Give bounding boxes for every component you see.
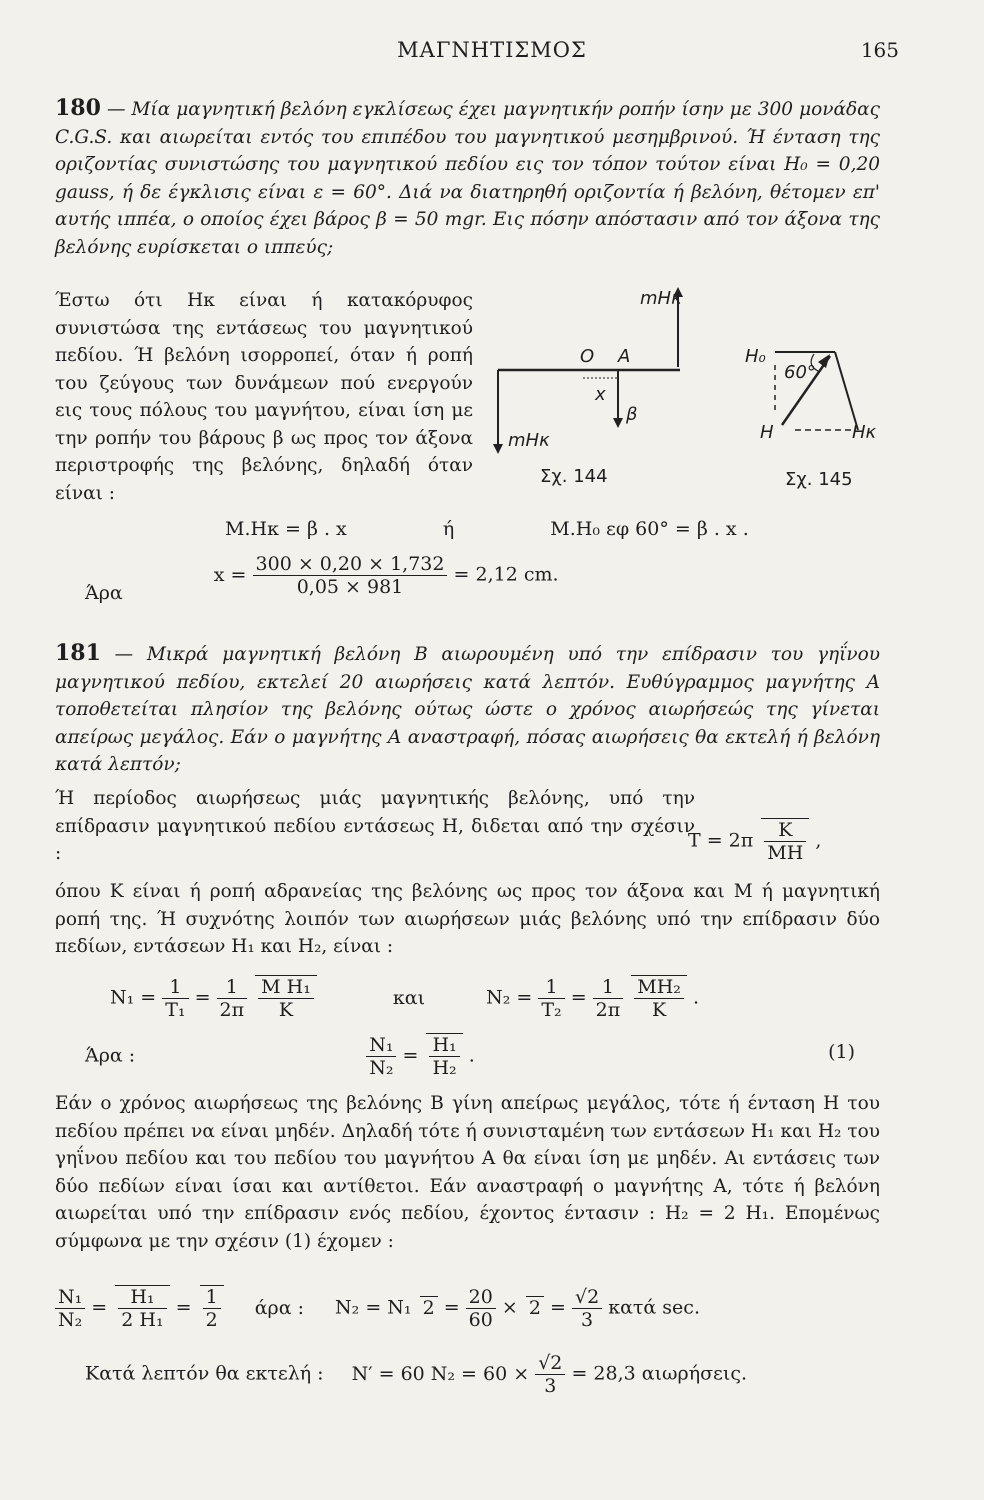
fig145-h-label: H: [760, 422, 774, 443]
problem-180-number: 180: [55, 95, 101, 121]
equation-180-1: [225, 518, 749, 540]
fig144-o-label: O: [580, 346, 595, 367]
frequency-equations: N₁ = $\frac{1}{\text{T₁}}$ = $\frac{1}{2\pi}$ $\frac{\text{M H₁}}{K}$ και N₂ = $\frac{1}{\text{T₂}}$ = $\frac{1}{2\pi}$ $\frac{\text{MH₂}}{K}$ .: [110, 976, 700, 1021]
eq180-2-lhs: x =: [213, 563, 247, 586]
final-ratio-equation: $\frac{\text{N₁}}{\text{N₂}}$ = $\frac{\text{H₁}}{\text{2 H₁}}$ = $\frac{1}{2}$ άρα : N₂ = N₁ 2 = $\frac{20}{60}$ × 2 = $\frac{√2}{3}$ κατά sec.: [55, 1285, 700, 1331]
fig144-caption: Σχ. 144: [540, 466, 608, 487]
problem-181-solution-a: Ή περίοδος αιωρήσεως μιάς μαγνητικής βελόνης, υπό την επίδρασιν μαγνητικού πεδίου εντάσεως H, διδεται από την σχέσιν :: [55, 788, 695, 864]
period-formula: T = 2π $\frac{K}{MH}$ ,: [688, 819, 822, 864]
fig145-right-line: [835, 352, 858, 430]
eq180-2-label: Άρα: [85, 581, 123, 604]
eq180-1-right: M.H₀ εφ 60° = β . x .: [550, 518, 749, 540]
page-number: 165: [860, 38, 899, 62]
problem-181-solution-c: Εάν ο χρόνος αιωρήσεως της βελόνης B γίνη απείρως μεγάλος, τότε ή ένταση H του πεδίου πρέπει να είναι μηδέν. Δηλαδή τότε ή συνισταμένη των εντάσεων H₁ και H₂ του γηΐνου πεδίου και του πεδίου του μαγνήτου A θα είναι ίση με μηδέν. Αι εντάσεις των δύο πεδίων είναι ίσαι και αντίθετοι. Εάν αναστραφή ο μαγνήτης A, τότε ή βελόνη αιωρείται υπό την επίδρασιν ενός πεδίου, έχοντος έντασιν : H₂ = 2 H₁. Επομένως σύμφωνα με την σχέσιν (1) έχομεν :: [55, 1093, 880, 1252]
problem-181-solution-b: όπου K είναι ή ροπή αδρανείας της βελόνης ως προς τον άξονα και M ή μαγνητική ροπή της. Ή συχνότης λοιπόν των αιωρήσεων μιάς βελόνης υπό την επίδρασιν δύο πεδίων, εντάσεων H₁ και H₂, είναι :: [55, 881, 880, 957]
fig145-h0-label: H₀: [745, 346, 766, 367]
ratio-equation: Άρα : $\frac{\text{N₁}}{\text{N₂}}$ = $\frac{\text{H₁}}{\text{H₂}}$ . (1): [85, 1034, 855, 1079]
eq180-2-fraction: $\frac{300 \times 0,20 \times 1,732}{0,05 \times 981}$: [253, 553, 448, 598]
problem-180-text: — Μία μαγνητική βελόνη εγκλίσεως έχει μαγνητικήν ροπήν ίσην με 300 μονάδας C.G.S. και αιωρείται εντός του επιπέδου του μαγνητικού μεσημβρινού. Ή ένταση της οριζοντίας συνιστώσης του μαγνητικού πεδίου εις τον τόπον τούτον είναι H₀ = 0,20 gauss, ή δε έγκλισις είναι ε = 60°. Διά να διατηρηθή οριζοντία ή βελόνη, θέτομεν επ' αυτής ιππέα, ο οποίος έχει βάρος β = 50 mgr. Εις πόσην απόστασιν από τον άξονα της βελόνης ευρίσκεται ο ιππεύς;: [55, 99, 880, 258]
final-result-equation: Κατά λεπτόν θα εκτελή : N′ = 60 N₂ = 60 × $\frac{√2}{3}$ = 28,3 αιωρήσεις.: [85, 1352, 748, 1397]
fig144-a-label: A: [618, 346, 631, 367]
fig145-hk-label: Hκ: [852, 422, 877, 443]
fig145-angle-label: 60°: [784, 362, 816, 383]
running-title: ΜΑΓΝΗΤΙΣΜΟΣ: [397, 38, 587, 62]
eq180-2-rhs: = 2,12 cm.: [453, 563, 559, 586]
eq180-1-mid: ή: [442, 518, 455, 540]
fig144-weight-arrowhead: [613, 418, 623, 428]
problem-180: [55, 95, 880, 261]
eq180-1-left: M.Hκ = β . x: [225, 518, 347, 540]
problem-181: [55, 640, 880, 779]
problem-180-solution: Έστω ότι Hκ είναι ή κατακόρυφος συνιστώσα της εντάσεως του μαγνητικού πεδίου. Ή βελόνη ισορροπεί, όταν ή ροπή του ζεύγους των δυνάμεων πού ενεργούν εις τους πόλους του μαγνήτου, είναι ίση με την ροπήν του βάρους β ως προς τον άξονα περιστροφής της βελόνης, δηλαδή όταν είναι :: [55, 290, 473, 504]
fig144-bottom-label: mHκ: [508, 430, 550, 451]
fig144-b-label: β: [626, 404, 638, 425]
fig145-h-arrowhead: [818, 354, 830, 368]
equation-180-2: [85, 553, 559, 604]
problem-181-text: — Μικρά μαγνητική βελόνη B αιωρουμένη υπό την επίδρασιν του γηΐνου μαγνητικού πεδίου, εκτελεί 20 αιωρήσεις κατά λεπτόν. Ευθύγραμμος μαγνήτης A τοποθετείται πλησίον της βελόνης ούτως ώστε ο χρόνος αιωρήσεώς της γίνεται απείρως μεγάλος. Εάν ο μαγνήτης A αναστραφή, πόσας αιωρήσεις θα εκτελή ή βελόνη κατά λεπτόν;: [55, 644, 880, 775]
fig145-caption: Σχ. 145: [785, 469, 853, 490]
fig144-top-label: mHκ: [640, 288, 682, 309]
figure-144: [490, 282, 705, 492]
fig144-x-label: x: [595, 384, 606, 405]
equation-tag: (1): [828, 1041, 855, 1063]
figure-145: [740, 330, 880, 495]
problem-181-number: 181: [55, 640, 101, 666]
fig144-down-arrowhead: [493, 444, 503, 454]
